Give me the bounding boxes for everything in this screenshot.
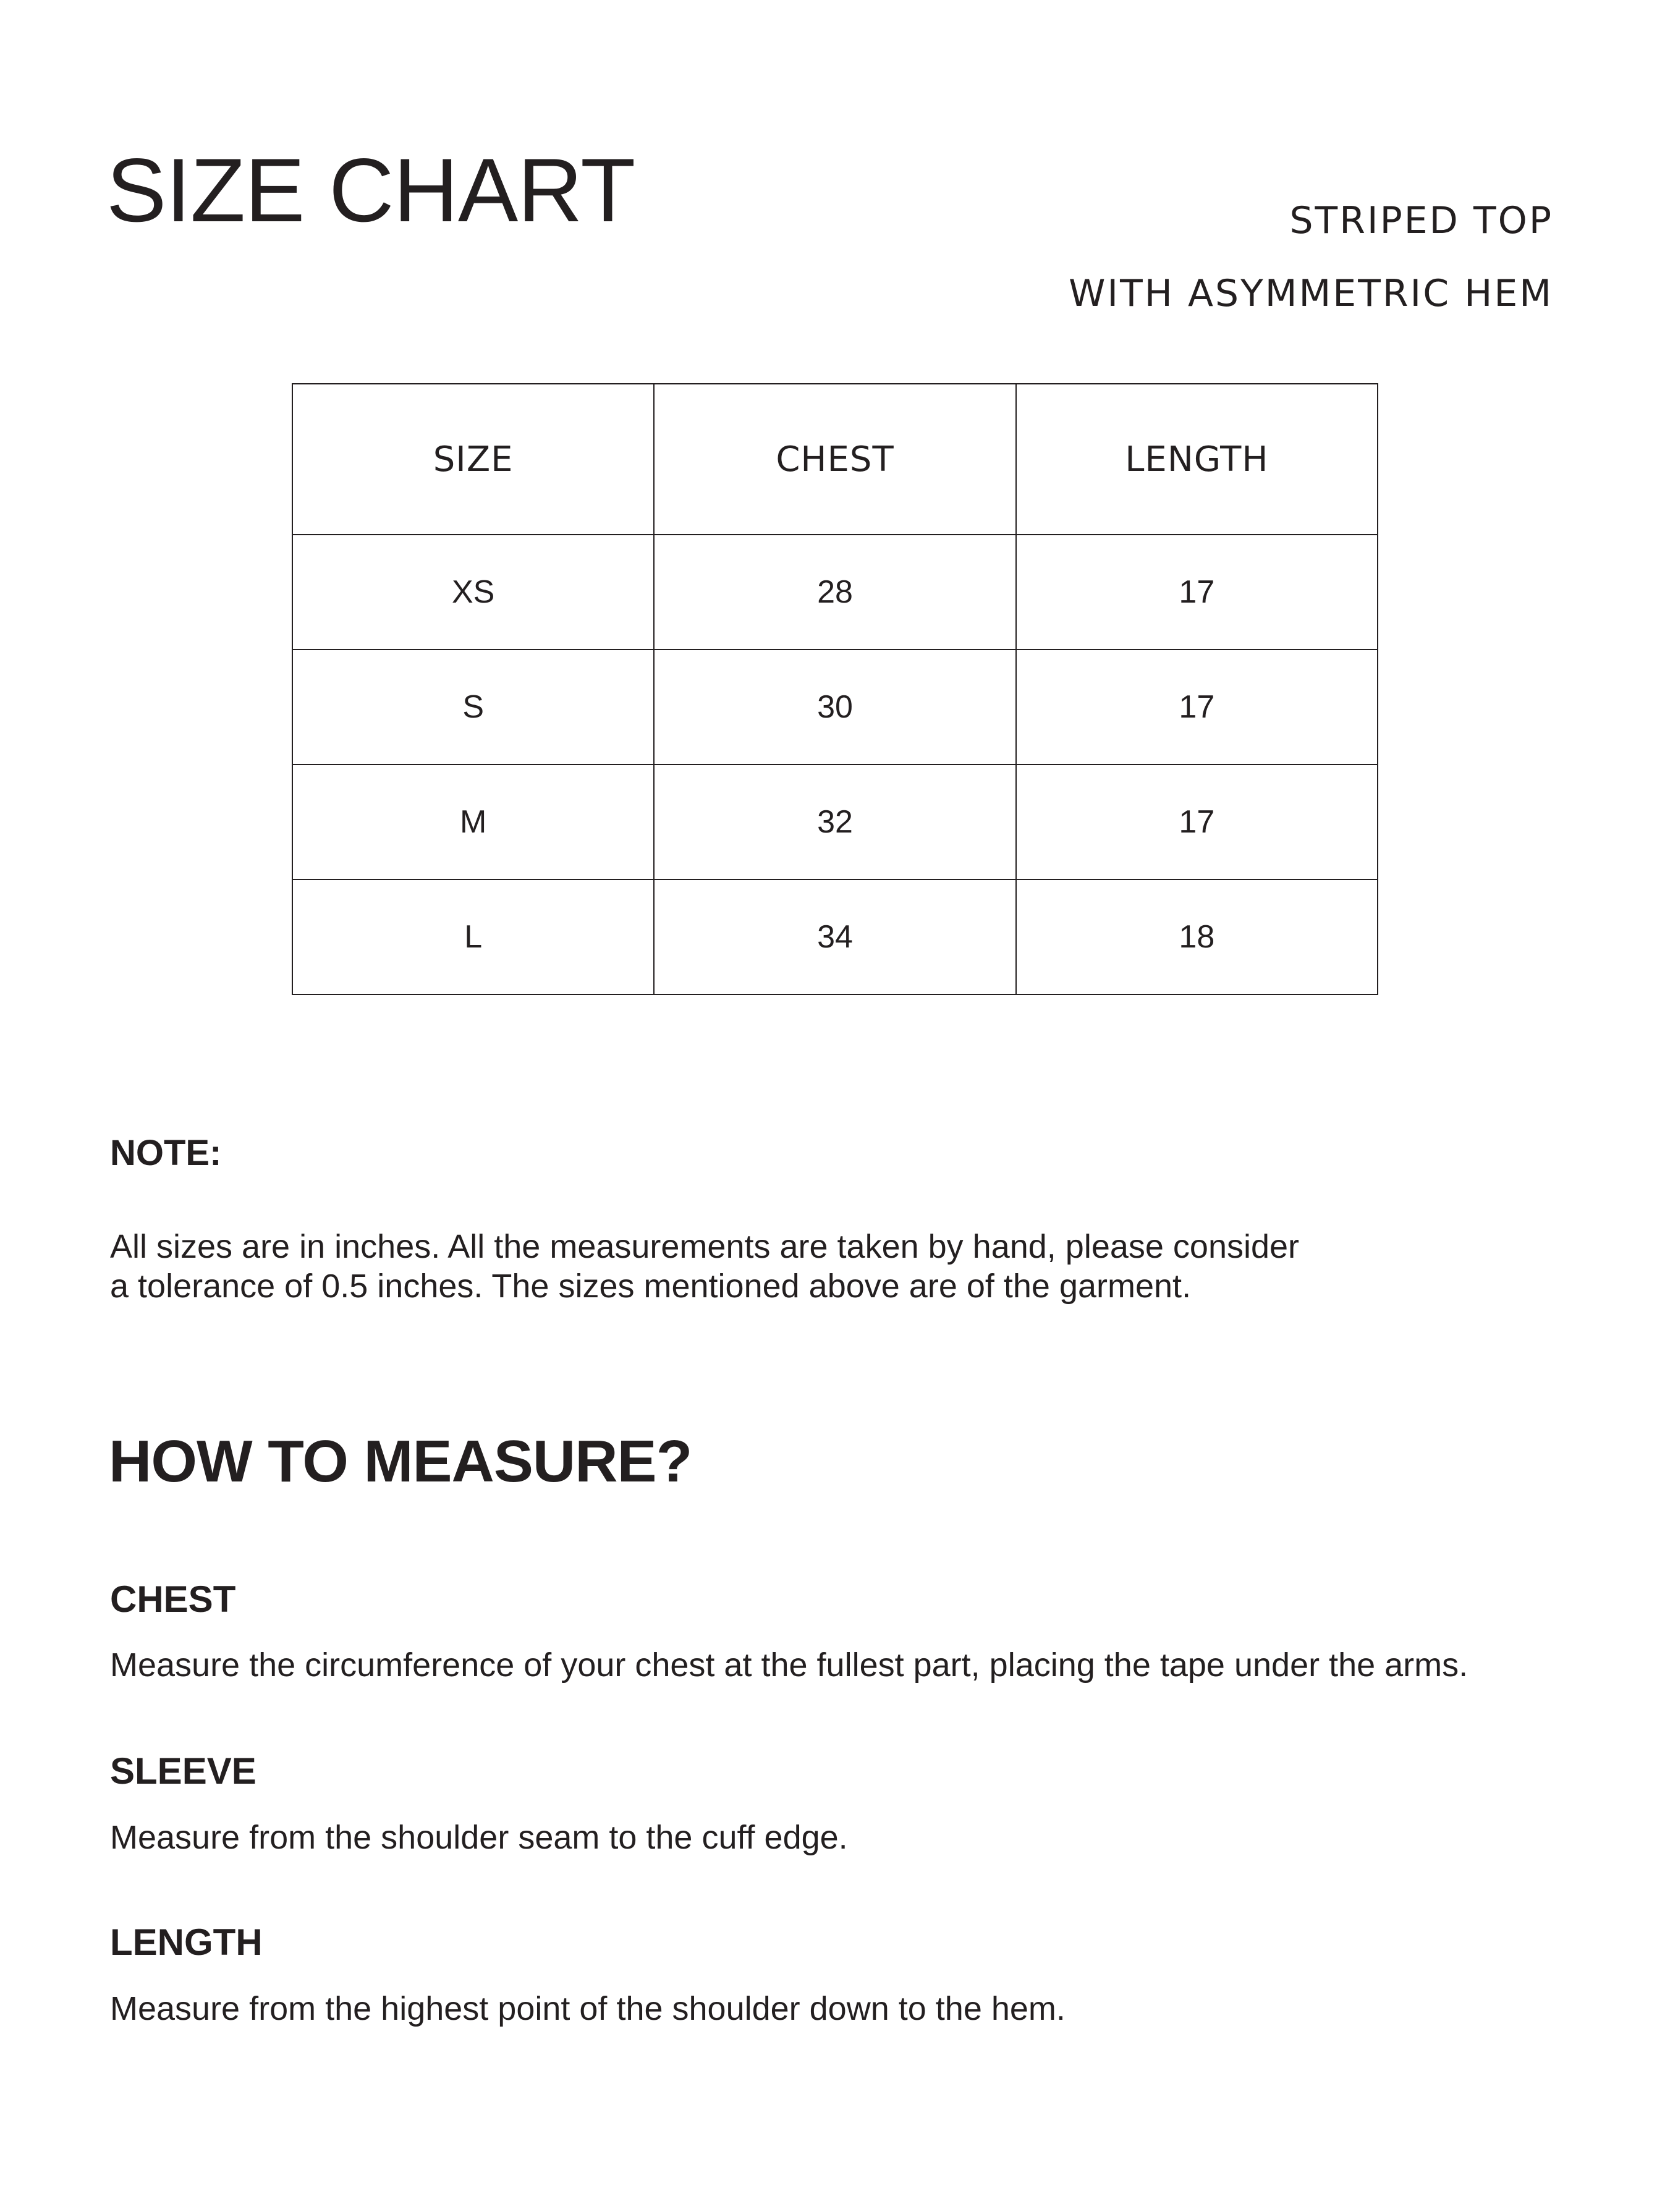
cell-chest: 34 bbox=[654, 879, 1015, 994]
table-row bbox=[292, 650, 1378, 765]
note-text bbox=[110, 1227, 1532, 1306]
cell-size: XS bbox=[292, 535, 654, 650]
cell-chest: 32 bbox=[654, 765, 1015, 879]
table-row bbox=[292, 765, 1378, 879]
page-title: SIZE CHART bbox=[106, 140, 635, 240]
note-text-line-2: a tolerance of 0.5 inches. The sizes mentioned above are of the garment. bbox=[110, 1268, 1192, 1305]
column-header-length: LENGTH bbox=[1016, 384, 1378, 535]
cell-size: S bbox=[292, 650, 654, 765]
cell-length: 18 bbox=[1016, 879, 1378, 994]
column-header-size: SIZE bbox=[292, 384, 654, 535]
table-header-row bbox=[292, 384, 1378, 535]
measure-sleeve-text: Measure from the shoulder seam to the cuff edge. bbox=[110, 1819, 848, 1856]
product-name bbox=[1069, 184, 1553, 330]
measure-length-title: LENGTH bbox=[110, 1922, 263, 1963]
measure-chest-text: Measure the circumference of your chest at the fullest part, placing the tape under the arms. bbox=[110, 1646, 1468, 1684]
column-header-chest: CHEST bbox=[654, 384, 1015, 535]
cell-chest: 30 bbox=[654, 650, 1015, 765]
how-to-measure-heading: HOW TO MEASURE? bbox=[109, 1428, 692, 1494]
cell-size: M bbox=[292, 765, 654, 879]
measure-length-text: Measure from the highest point of the shoulder down to the hem. bbox=[110, 1990, 1066, 2027]
note-heading: NOTE: bbox=[110, 1133, 222, 1173]
cell-length: 17 bbox=[1016, 765, 1378, 879]
table-row bbox=[292, 535, 1378, 650]
cell-chest: 28 bbox=[654, 535, 1015, 650]
product-name-line-1: STRIPED TOP bbox=[1289, 199, 1553, 242]
cell-size: L bbox=[292, 879, 654, 994]
cell-length: 17 bbox=[1016, 535, 1378, 650]
measure-sleeve-title: SLEEVE bbox=[110, 1750, 256, 1792]
table-row bbox=[292, 879, 1378, 994]
size-chart-table bbox=[292, 383, 1378, 995]
cell-length: 17 bbox=[1016, 650, 1378, 765]
product-name-line-2: WITH ASYMMETRIC HEM bbox=[1069, 272, 1553, 315]
measure-chest-title: CHEST bbox=[110, 1578, 236, 1620]
note-text-line-1: All sizes are in inches. All the measurements are taken by hand, please consider bbox=[110, 1228, 1300, 1265]
